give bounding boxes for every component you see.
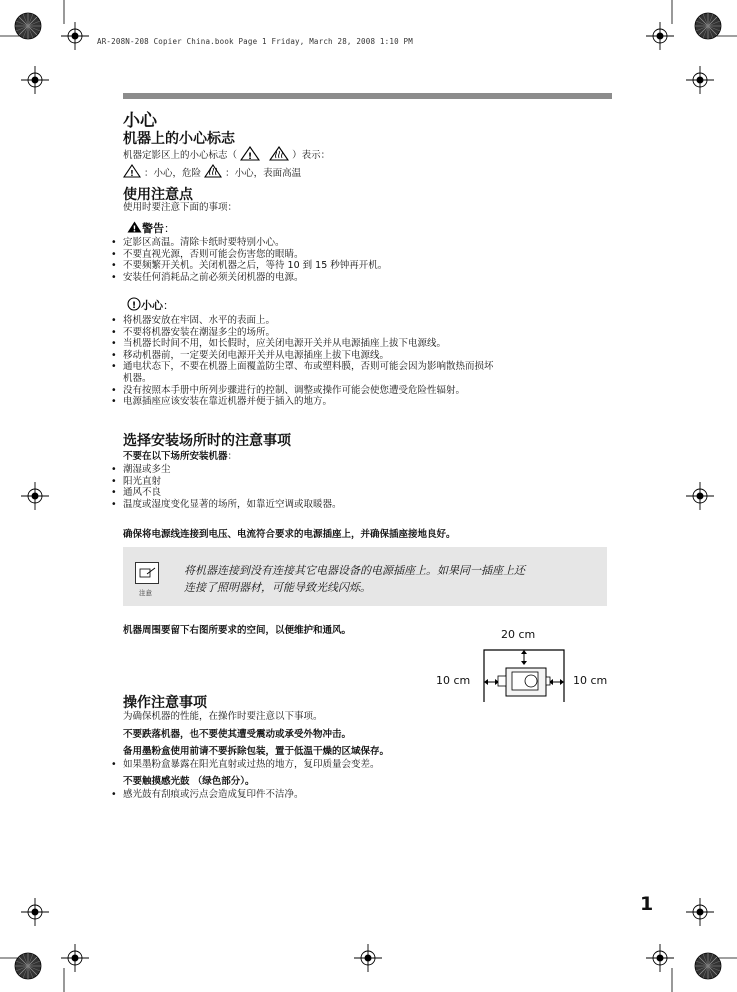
caution-label: 小心 [141, 299, 163, 312]
caution-marks-line1 [123, 146, 330, 163]
install-heading: 选择安装场所时的注意事项 [123, 433, 291, 449]
list-item: • 不要频繁开关机。关闭机器之后，等待 10 到 15 秒钟再开机。 [109, 260, 387, 272]
caution-marks-text-c: ：小心，危险 [144, 168, 202, 179]
clearance-diagram [476, 644, 572, 704]
caution-marks-line2 [123, 164, 301, 181]
list-item: • 温度或湿度变化显著的场所，如靠近空调或取暖器。 [109, 499, 342, 511]
operation-bold-3: 不要触摸感光鼓 （绿色部分）。 [123, 776, 255, 787]
note-label: 注意 [139, 589, 152, 597]
clearance-top-label: 20 cm [501, 628, 536, 641]
section-bar [123, 93, 612, 99]
list-item: • 不要将机器安装在潮湿多尘的场所。 [109, 327, 494, 339]
list-item: • 如果墨粉盒暴露在阳光直射或过热的地方，复印质量会变差。 [109, 759, 380, 771]
list-item: • 阳光直射 [109, 476, 342, 488]
note-pen-icon [135, 562, 159, 584]
hot-surface-icon [204, 164, 222, 178]
list-item: • 电源插座应该安装在靠近机器并便于插入的地方。 [109, 396, 494, 408]
list-item: • 潮湿或多尘 [109, 464, 342, 476]
warning-triangle-icon [123, 164, 141, 178]
caution-colon: ： [163, 299, 174, 312]
caution-list [109, 315, 494, 408]
operation-list-2 [109, 789, 304, 801]
caution-marks-text-a: 机器定影区上的小心标志（ [123, 150, 238, 161]
svg-text:!: ! [131, 301, 137, 311]
list-item: • 感光鼓有刮痕或污点会造成复印件不洁净。 [109, 789, 304, 801]
list-item: • 没有按照本手册中所列步骤进行的控制、调整或操作可能会使您遭受危险性辐射。 [109, 385, 494, 397]
list-item: • 将机器安放在牢固、水平的表面上。 [109, 315, 494, 327]
caution-marks-heading: 机器上的小心标志 [123, 131, 235, 147]
list-item: • 移动机器前，一定要关闭电源开关并从电源插座上拔下电源线。 [109, 350, 494, 362]
page-title: 小心 [123, 111, 157, 131]
warning-filled-icon [127, 221, 142, 233]
list-item: • 安装任何消耗品之前必须关闭机器的电源。 [109, 272, 387, 284]
warning-label-row [127, 221, 175, 236]
list-item: • 通电状态下，不要在机器上面覆盖防尘罩、布或塑料膜，否则可能会因为影响散热而损坏 [109, 361, 494, 373]
install-subheading: 不要在以下场所安装机器 [123, 451, 228, 462]
power-note: 确保将电源线连接到电压、电流符合要求的电源插座上，并确保插座接地良好。 [123, 529, 456, 540]
caution-marks-text-d: ：小心，表面高温 [225, 168, 302, 179]
svg-text:!: ! [130, 169, 134, 178]
print-header: AR-208N-208 Copier China.book Page 1 Friday, March 28, 2008 1:10 PM [97, 37, 413, 46]
list-item-continuation: 机器。 [123, 372, 152, 384]
install-list [109, 464, 342, 510]
warning-triangle-icon [240, 146, 260, 161]
list-item: • 不要直视光源，否则可能会伤害您的眼睛。 [109, 249, 387, 261]
note-line-1: 将机器连接到没有连接其它电器设备的电源插座上。如果同一插座上还 [184, 564, 525, 577]
warning-colon: ： [164, 222, 175, 235]
operation-intro: 为确保机器的性能，在操作时要注意以下事项。 [123, 711, 323, 722]
warning-list [109, 237, 387, 283]
warning-label: 警告 [142, 222, 164, 235]
operation-bold-1: 不要跌落机器，也不要使其遭受震动或承受外物冲击。 [123, 729, 352, 740]
operation-bold-2: 备用墨粉盒使用前请不要拆除包装，置于低温干燥的区域保存。 [123, 746, 390, 757]
caution-marks-text-b: ）表示： [292, 150, 331, 161]
operation-list-1 [109, 759, 380, 771]
list-item: • 通风不良 [109, 487, 342, 499]
space-note: 机器周围要留下右图所要求的空间，以便维护和通风。 [123, 625, 352, 636]
install-subheading-row [123, 451, 237, 464]
hot-surface-icon [269, 146, 289, 161]
clearance-right-label: 10 cm [573, 674, 608, 687]
caution-label-row [127, 297, 174, 313]
svg-text:!: ! [247, 152, 253, 161]
svg-text:!: ! [132, 224, 137, 233]
install-subheading-colon: ： [227, 451, 238, 462]
usage-intro: 使用时要注意下面的事项： [123, 202, 238, 213]
note-line-2: 连接了照明器材，可能导致光线闪烁。 [184, 581, 371, 594]
note-text [184, 562, 525, 596]
page-number: 1 [640, 893, 654, 915]
caution-circle-icon [127, 297, 141, 311]
operation-heading: 操作注意事项 [123, 695, 207, 711]
list-item: • 定影区高温。清除卡纸时要特别小心。 [109, 237, 387, 249]
usage-heading: 使用注意点 [123, 187, 193, 203]
list-item: • 当机器长时间不用，如长假时，应关闭电源开关并从电源插座上拔下电源线。 [109, 338, 494, 350]
clearance-left-label: 10 cm [436, 674, 471, 687]
